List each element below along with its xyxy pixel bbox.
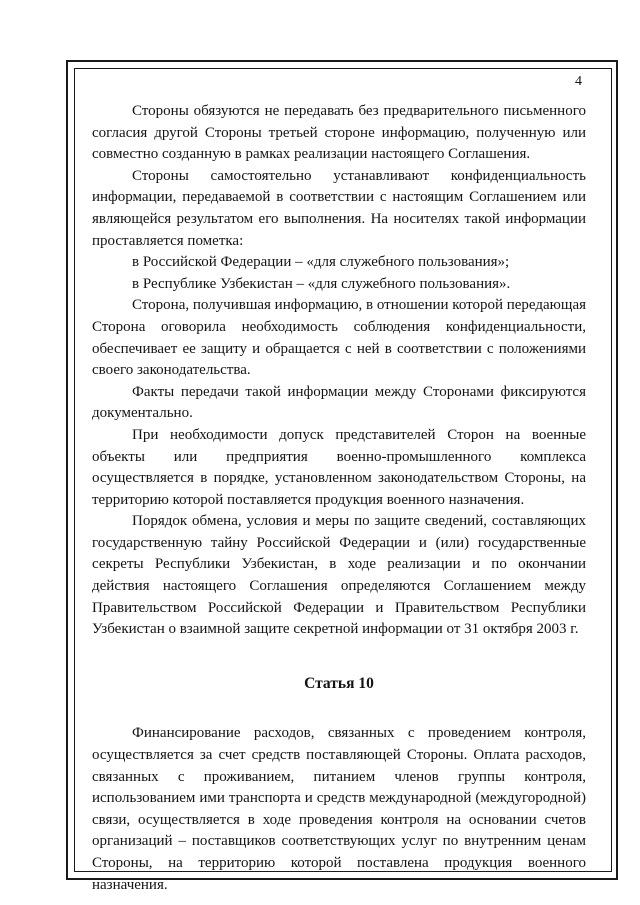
page-number: 4 <box>575 74 582 89</box>
paragraph: Стороны обязуются не передавать без предварительного письменного согласия другой Стороны третьей стороне информацию, полученную или совместно созданную в рамках реализации настоящего Соглашения. <box>92 103 586 163</box>
paragraph: Сторона, получившая информацию, в отношении которой передающая Сторона оговорила необходимость соблюдения конфиденциальности, обеспечивает ее защиту и обращается с ней в соответствии с положениями своего законодательства. <box>92 297 586 379</box>
paragraph: Факты передачи такой информации между Сторонами фиксируются документально. <box>92 383 586 422</box>
paragraph: Финансирование расходов, связанных с проведением контроля, осуществляется за счет средств поставляющей Стороны. Оплата расходов, связанных с проживанием, питанием членов группы контроля, использованием ими транспорта и средств международной (междугородной) связи, осуществляется в ходе проведения контроля на основании счетов организаций – поставщиков соответствующих услуг по внутренним ценам Стороны, на территорию которой поставлена продукция военного назначения. <box>92 725 586 893</box>
paragraph: Порядок обмена, условия и меры по защите сведений, составляющих государственную тайну Российской Федерации и (или) государственные секреты Республики Узбекистан, в ходе реализации и по окончании действия настоящего Соглашения определяются Соглашением между Правительством Российской Федерации и Правительством Республики Узбекистан о взаимной защите секретной информации от 31 октября 2003 г. <box>92 513 586 638</box>
list-item: в Российской Федерации – «для служебного пользования»; <box>132 254 510 271</box>
paragraph: При необходимости допуск представителей Сторон на военные объекты или предприятия военно-промышленного комплекса осуществляется в порядке, установленном законодательством Стороны, на территорию которой поставляется продукция военного назначения. <box>92 426 586 508</box>
document-body <box>92 101 586 896</box>
paragraph: Стороны самостоятельно устанавливают конфиденциальность информации, передаваемой в соответствии с настоящим Соглашением или являющейся результатом его выполнения. На носителях такой информации проставляется пометка: <box>92 167 586 249</box>
article-heading: Статья 10 <box>304 674 374 692</box>
list-item: в Республике Узбекистан – «для служебного пользования». <box>132 275 511 292</box>
